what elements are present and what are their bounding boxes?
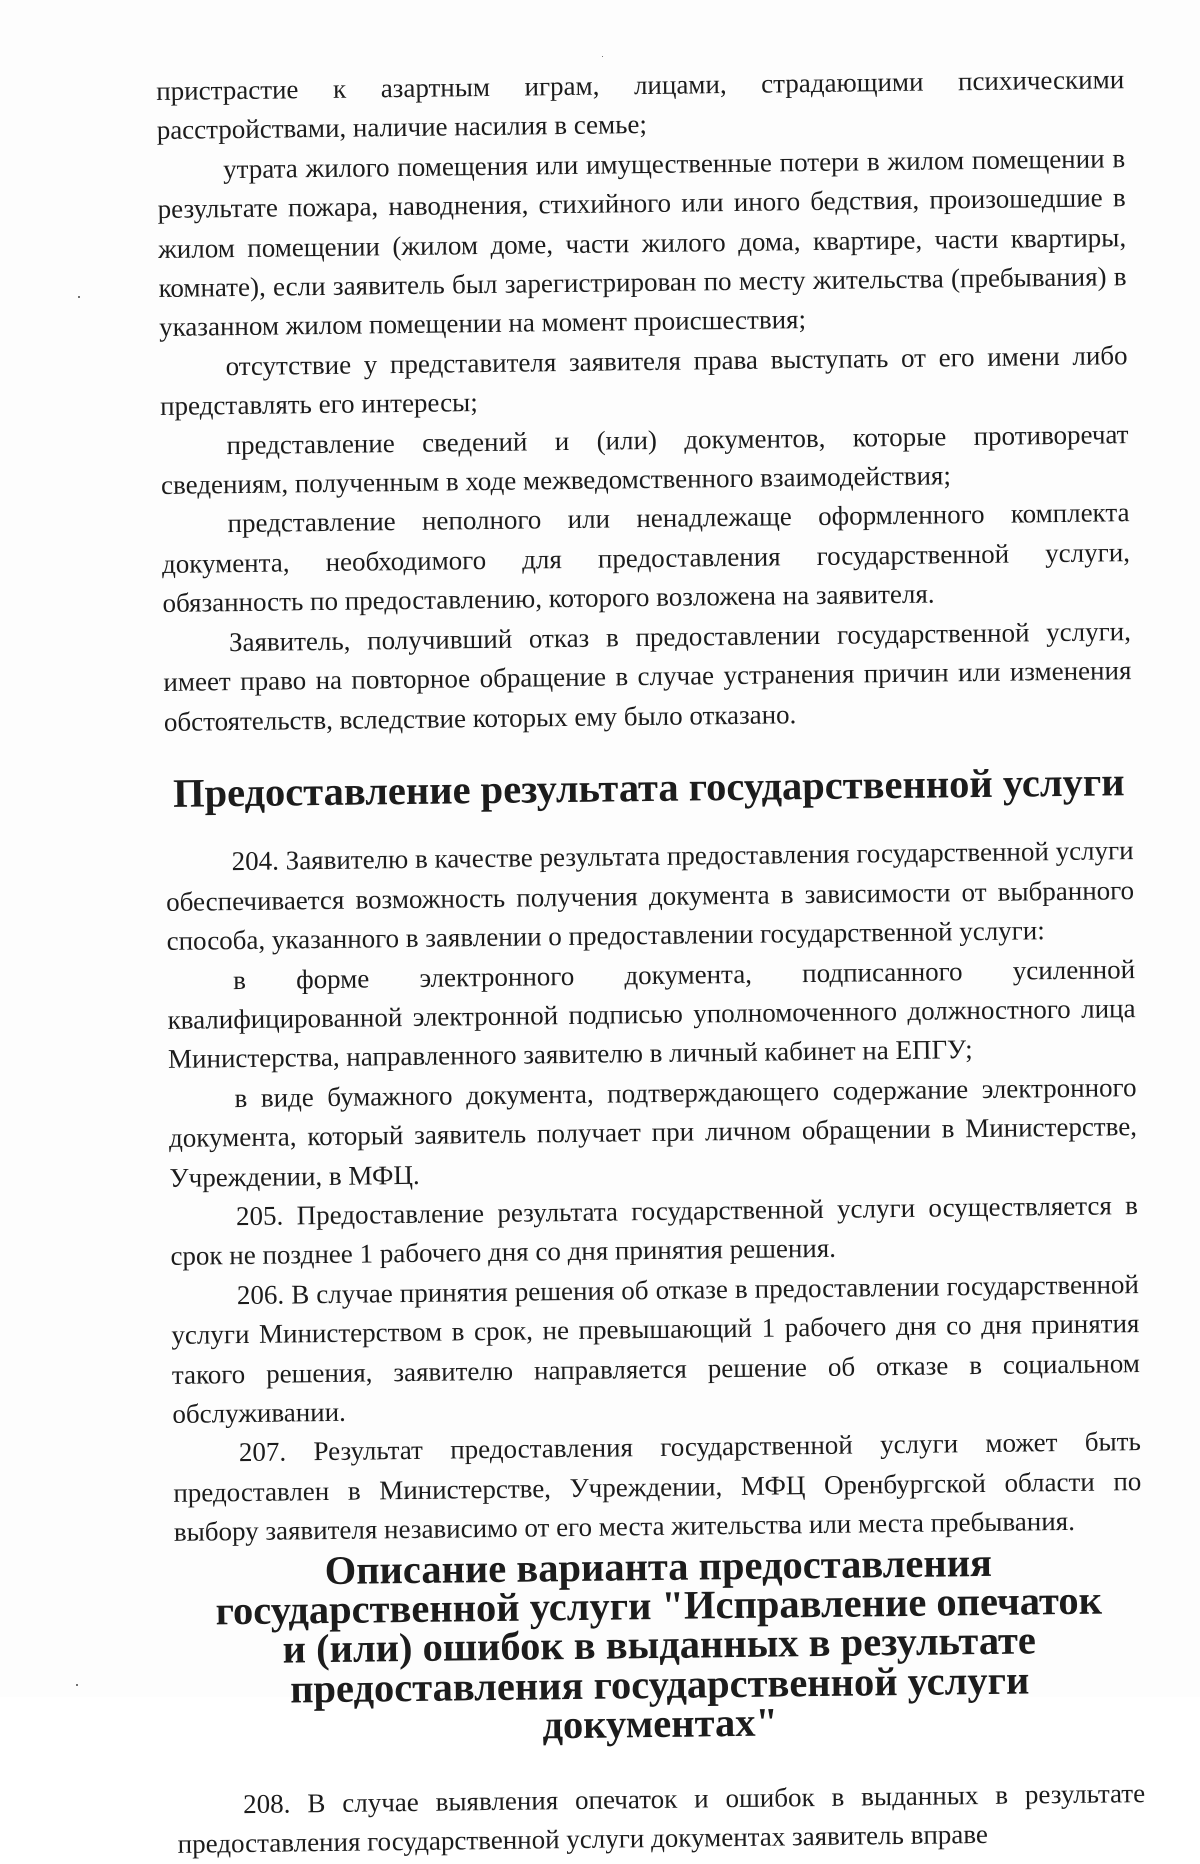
paragraph: отсутствие у представителя заявителя права выступать от его имени либо представлять его интересы;: [159, 339, 1128, 422]
paragraph-208: 208. В случае выявления опечаток и ошибок в выданных в результате предоставления государственной услуги документах заявитель вправе: [177, 1777, 1146, 1859]
heading-line: и (или) ошибок в выданных в результате: [282, 1617, 1037, 1673]
paragraph: в форме электронного документа, подписанного усиленной квалифицированной электронной подписью уполномоченного должностного лица Министерства, направленного заявителю в личный кабинет на ЕПГУ;: [167, 953, 1136, 1075]
section-heading-variant: [174, 1541, 1144, 1750]
paragraph: утрата жилого помещения или имущественные потери в жилом помещении в результате пожара, наводнения, стихийного или иного бедствия, произошедшие в жилом помещении (жилом доме, части жилого дома, квартире, части квартиры, комнате), если заявитель был зарегистрирован по месту жительства (пребывания) в указанном жилом помещении на момент происшествия;: [157, 142, 1127, 343]
paragraph: Заявитель, получивший отказ в предоставлении государственной услуги, имеет право на повторное обращение в случае устранения причин или изменения обстоятельств, вследствие которых ему было отказано.: [163, 615, 1132, 737]
paragraph-207: 207. Результат предоставления государственной услуги может быть предоставлен в Министерстве, Учреждении, МФЦ Оренбургской области по выбору заявителя независимо от его места жительства или места пребывания.: [173, 1426, 1142, 1548]
paragraph: представление сведений и (или) документов, которые противоречат сведениям, полученным в ходе межведомственного взаимодействия;: [160, 418, 1129, 501]
scan-speck: [76, 1684, 78, 1686]
scan-speck: [78, 296, 80, 298]
scan-speck: [602, 56, 603, 57]
section-heading-result: Предоставление результата государственной услуги: [172, 759, 1125, 816]
paragraph-205: 205. Предоставление результата государственной услуги осуществляется в срок не позднее 1 рабочего дня со дня принятия решения.: [170, 1190, 1139, 1272]
paragraph: представление неполного или ненадлежаще оформленного комплекта документа, необходимого для предоставления государственной услуги, обязанность по предоставлению, которого возложена на заявителя.: [161, 497, 1131, 619]
paragraph-204: 204. Заявителю в качестве результата предоставления государственной услуги обеспечивается возможность получения документа в зависимости от выбранного способа, указанного в заявлении о предоставлении государственной услуги:: [165, 835, 1135, 957]
heading-line: Описание варианта предоставления: [324, 1539, 993, 1593]
paragraph: пристрастие к азартным играм, лицами, страдающими психическими расстройствами, наличие насилия в семье;: [156, 64, 1125, 146]
document-body: [156, 60, 1146, 1864]
paragraph: в виде бумажного документа, подтверждающего содержание электронного документа, который заявитель получает при личном обращении в Министерстве, Учреждении, в МФЦ.: [168, 1071, 1138, 1193]
paragraph-206: 206. В случае принятия решения об отказе в предоставлении государственной услуги Министерством в срок, не превышающий 1 рабочего дня со дня принятия такого решения, заявителю направляется решение об отказе в социальном обслуживании.: [171, 1268, 1141, 1429]
heading-line: предоставления государственной услуги документах": [289, 1657, 1030, 1748]
heading-line: государственной услуги "Исправление опечаток: [215, 1577, 1103, 1634]
